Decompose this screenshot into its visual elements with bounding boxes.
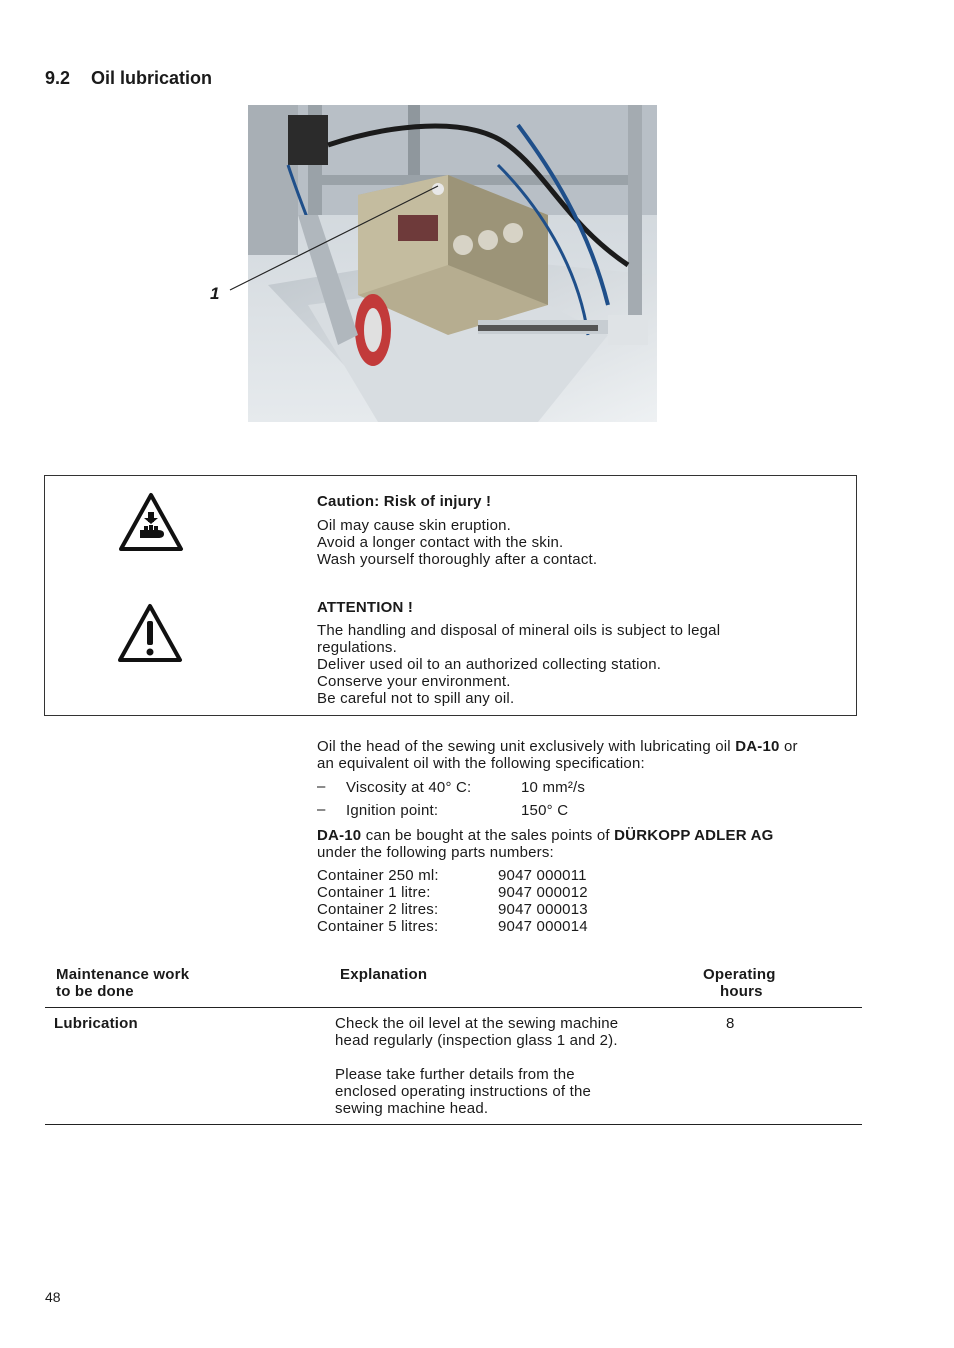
table-cell-work: Lubrication — [54, 1015, 138, 1032]
container-label: Container 5 litres: — [317, 918, 439, 935]
container-part-number: 9047 000013 — [498, 901, 588, 918]
container-part-number: 9047 000014 — [498, 918, 588, 935]
container-part-number: 9047 000011 — [498, 867, 587, 884]
spec-value: 150° C — [521, 802, 569, 819]
table-cell-explanation: sewing machine head. — [335, 1100, 489, 1117]
table-header-work: Maintenance work — [56, 966, 190, 983]
container-label: Container 1 litre: — [317, 884, 431, 901]
section-number: 9.2 — [45, 68, 71, 88]
caution-line: Avoid a longer contact with the skin. — [317, 534, 564, 551]
hand-injury-warning-icon — [118, 492, 184, 552]
table-cell-hours: 8 — [726, 1015, 735, 1032]
purchase-text: can be bought at the sales points of — [361, 827, 615, 844]
table-cell-explanation: Please take further details from the — [335, 1066, 575, 1083]
table-header-work: to be done — [56, 983, 134, 1000]
intro-paragraph — [317, 738, 798, 755]
table-bottom-rule — [45, 1124, 862, 1125]
attention-line: Deliver used oil to an authorized collecting station. — [317, 656, 662, 673]
section-title: Oil lubrication — [91, 68, 213, 88]
page-number: 48 — [45, 1289, 61, 1305]
table-cell-explanation: head regularly (inspection glass 1 and 2). — [335, 1032, 618, 1049]
spec-label: Viscosity at 40° C: — [346, 779, 472, 796]
attention-line: regulations. — [317, 639, 397, 656]
company-name: DÜRKOPP ADLER AG — [614, 827, 774, 844]
figure-callout-label: 1 — [210, 284, 220, 303]
table-header-explanation: Explanation — [340, 966, 428, 983]
spec-dash: – — [317, 778, 326, 795]
intro-text: or — [779, 738, 798, 755]
oil-product-name: DA-10 — [735, 738, 780, 755]
table-cell-explanation: enclosed operating instructions of the — [335, 1083, 592, 1100]
caution-title: Caution: Risk of injury ! — [317, 493, 492, 510]
purchase-line: under the following parts numbers: — [317, 844, 554, 861]
spec-label: Ignition point: — [346, 802, 439, 819]
attention-line: Be careful not to spill any oil. — [317, 690, 515, 707]
sewing-unit-photo — [248, 105, 657, 422]
attention-line: The handling and disposal of mineral oils is subject to legal — [317, 622, 721, 639]
spec-value: 10 mm²/s — [521, 779, 586, 796]
caution-line: Wash yourself thoroughly after a contact. — [317, 551, 598, 568]
intro-line: an equivalent oil with the following specification: — [317, 755, 645, 772]
table-header-rule — [45, 1007, 862, 1008]
container-part-number: 9047 000012 — [498, 884, 588, 901]
container-label: Container 250 ml: — [317, 867, 439, 884]
section-heading — [45, 68, 212, 89]
oil-product-name: DA-10 — [317, 827, 362, 844]
attention-title: ATTENTION ! — [317, 599, 414, 616]
table-header-hours: Operating — [703, 966, 776, 983]
table-cell-explanation: Check the oil level at the sewing machine — [335, 1015, 619, 1032]
table-header-hours: hours — [720, 983, 763, 1000]
caution-line: Oil may cause skin eruption. — [317, 517, 512, 534]
exclamation-warning-icon — [117, 603, 183, 663]
container-label: Container 2 litres: — [317, 901, 439, 918]
attention-line: Conserve your environment. — [317, 673, 511, 690]
spec-dash: – — [317, 801, 326, 818]
intro-text: Oil the head of the sewing unit exclusively with lubricating oil — [317, 738, 736, 755]
purchase-paragraph — [317, 827, 773, 844]
